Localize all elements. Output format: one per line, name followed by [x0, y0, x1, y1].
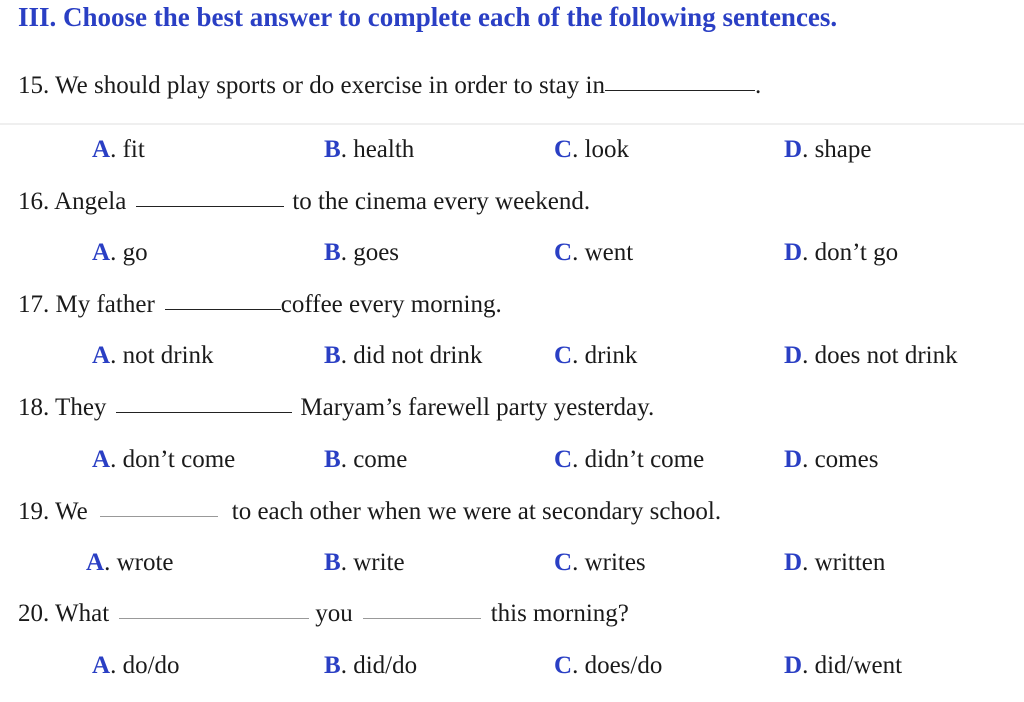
option-letter: D: [784, 652, 803, 679]
option-letter: D: [784, 446, 803, 473]
option-text: . don’t go: [802, 239, 899, 266]
option-letter: B: [324, 652, 341, 679]
question-text: 15. We should play sports or do exercise in order to stay in: [18, 72, 605, 99]
option-letter: A: [92, 446, 111, 473]
option-d[interactable]: [784, 549, 885, 577]
answer-blank-2[interactable]: [363, 598, 481, 619]
option-letter: A: [92, 342, 111, 369]
option-text: . fit: [110, 136, 145, 163]
option-text: . drink: [572, 342, 638, 369]
option-text: . comes: [802, 446, 879, 473]
option-b[interactable]: [324, 239, 399, 267]
question-text: 17. My father: [18, 291, 155, 318]
option-c[interactable]: [554, 549, 646, 577]
question-text-end: to each other when we were at secondary school.: [231, 498, 722, 525]
option-d[interactable]: [784, 652, 902, 680]
option-text: . did/went: [802, 652, 903, 679]
section-title: III. Choose the best answer to complete each of the following sentences.: [18, 2, 838, 32]
option-d[interactable]: [784, 342, 958, 370]
option-letter: B: [324, 342, 341, 369]
option-b[interactable]: [324, 446, 407, 474]
option-letter: B: [324, 239, 341, 266]
option-letter: B: [324, 136, 341, 163]
option-c[interactable]: [554, 652, 662, 680]
question-text-end: coffee every morning.: [280, 291, 502, 318]
answer-blank[interactable]: [136, 186, 284, 207]
option-b[interactable]: [324, 652, 417, 680]
option-letter: A: [86, 549, 105, 576]
option-letter: D: [784, 342, 803, 369]
option-text: . does not drink: [802, 342, 958, 369]
answer-blank[interactable]: [165, 289, 281, 310]
option-letter: C: [554, 239, 573, 266]
option-c[interactable]: [554, 136, 629, 164]
option-c[interactable]: [554, 239, 633, 267]
option-text: . health: [340, 136, 415, 163]
option-a[interactable]: [92, 136, 145, 164]
question-text: 19. We: [18, 498, 88, 525]
option-text: . look: [572, 136, 630, 163]
option-letter: A: [92, 239, 111, 266]
option-text: . went: [572, 239, 634, 266]
question-text-middle: you: [315, 600, 353, 627]
option-b[interactable]: [324, 342, 482, 370]
option-text: . don’t come: [110, 446, 236, 473]
option-text: . goes: [340, 239, 400, 266]
option-c[interactable]: [554, 446, 704, 474]
option-letter: C: [554, 549, 573, 576]
option-d[interactable]: [784, 446, 878, 474]
option-letter: B: [324, 549, 341, 576]
question-text: 18. They: [18, 394, 107, 421]
option-text: . written: [802, 549, 886, 576]
question-text-end: Maryam’s farewell party yesterday.: [300, 394, 655, 421]
option-a[interactable]: [86, 549, 173, 577]
question-text-end: to the cinema every weekend.: [292, 188, 591, 215]
question-text: 16. Angela: [18, 188, 127, 215]
option-letter: B: [324, 446, 341, 473]
option-letter: C: [554, 446, 573, 473]
option-letter: D: [784, 239, 803, 266]
option-letter: C: [554, 652, 573, 679]
option-text: . didn’t come: [572, 446, 705, 473]
option-text: . writes: [572, 549, 646, 576]
option-letter: D: [784, 549, 803, 576]
option-a[interactable]: [92, 342, 214, 370]
option-text: . not drink: [110, 342, 214, 369]
option-c[interactable]: [554, 342, 637, 370]
option-a[interactable]: [92, 446, 235, 474]
option-letter: C: [554, 136, 573, 163]
option-text: . did/do: [340, 652, 418, 679]
option-d[interactable]: [784, 136, 871, 164]
option-letter: A: [92, 652, 111, 679]
option-letter: D: [784, 136, 803, 163]
question-text: 20. What: [18, 600, 110, 627]
answer-blank[interactable]: [100, 496, 218, 517]
option-letter: A: [92, 136, 111, 163]
question-text-end: this morning?: [490, 600, 629, 627]
option-a[interactable]: [92, 239, 148, 267]
option-text: . do/do: [110, 652, 180, 679]
answer-blank[interactable]: [605, 70, 755, 91]
option-text: . does/do: [572, 652, 663, 679]
option-text: . write: [340, 549, 405, 576]
option-a[interactable]: [92, 652, 180, 680]
option-text: . go: [110, 239, 148, 266]
answer-blank[interactable]: [116, 392, 292, 413]
option-text: . come: [340, 446, 408, 473]
option-letter: C: [554, 342, 573, 369]
option-d[interactable]: [784, 239, 898, 267]
question-text-end: .: [755, 72, 762, 99]
option-b[interactable]: [324, 549, 405, 577]
option-text: . did not drink: [340, 342, 483, 369]
option-text: . wrote: [104, 549, 174, 576]
answer-blank-1[interactable]: [119, 598, 309, 619]
option-text: . shape: [802, 136, 872, 163]
option-b[interactable]: [324, 136, 414, 164]
divider: [0, 123, 1024, 125]
